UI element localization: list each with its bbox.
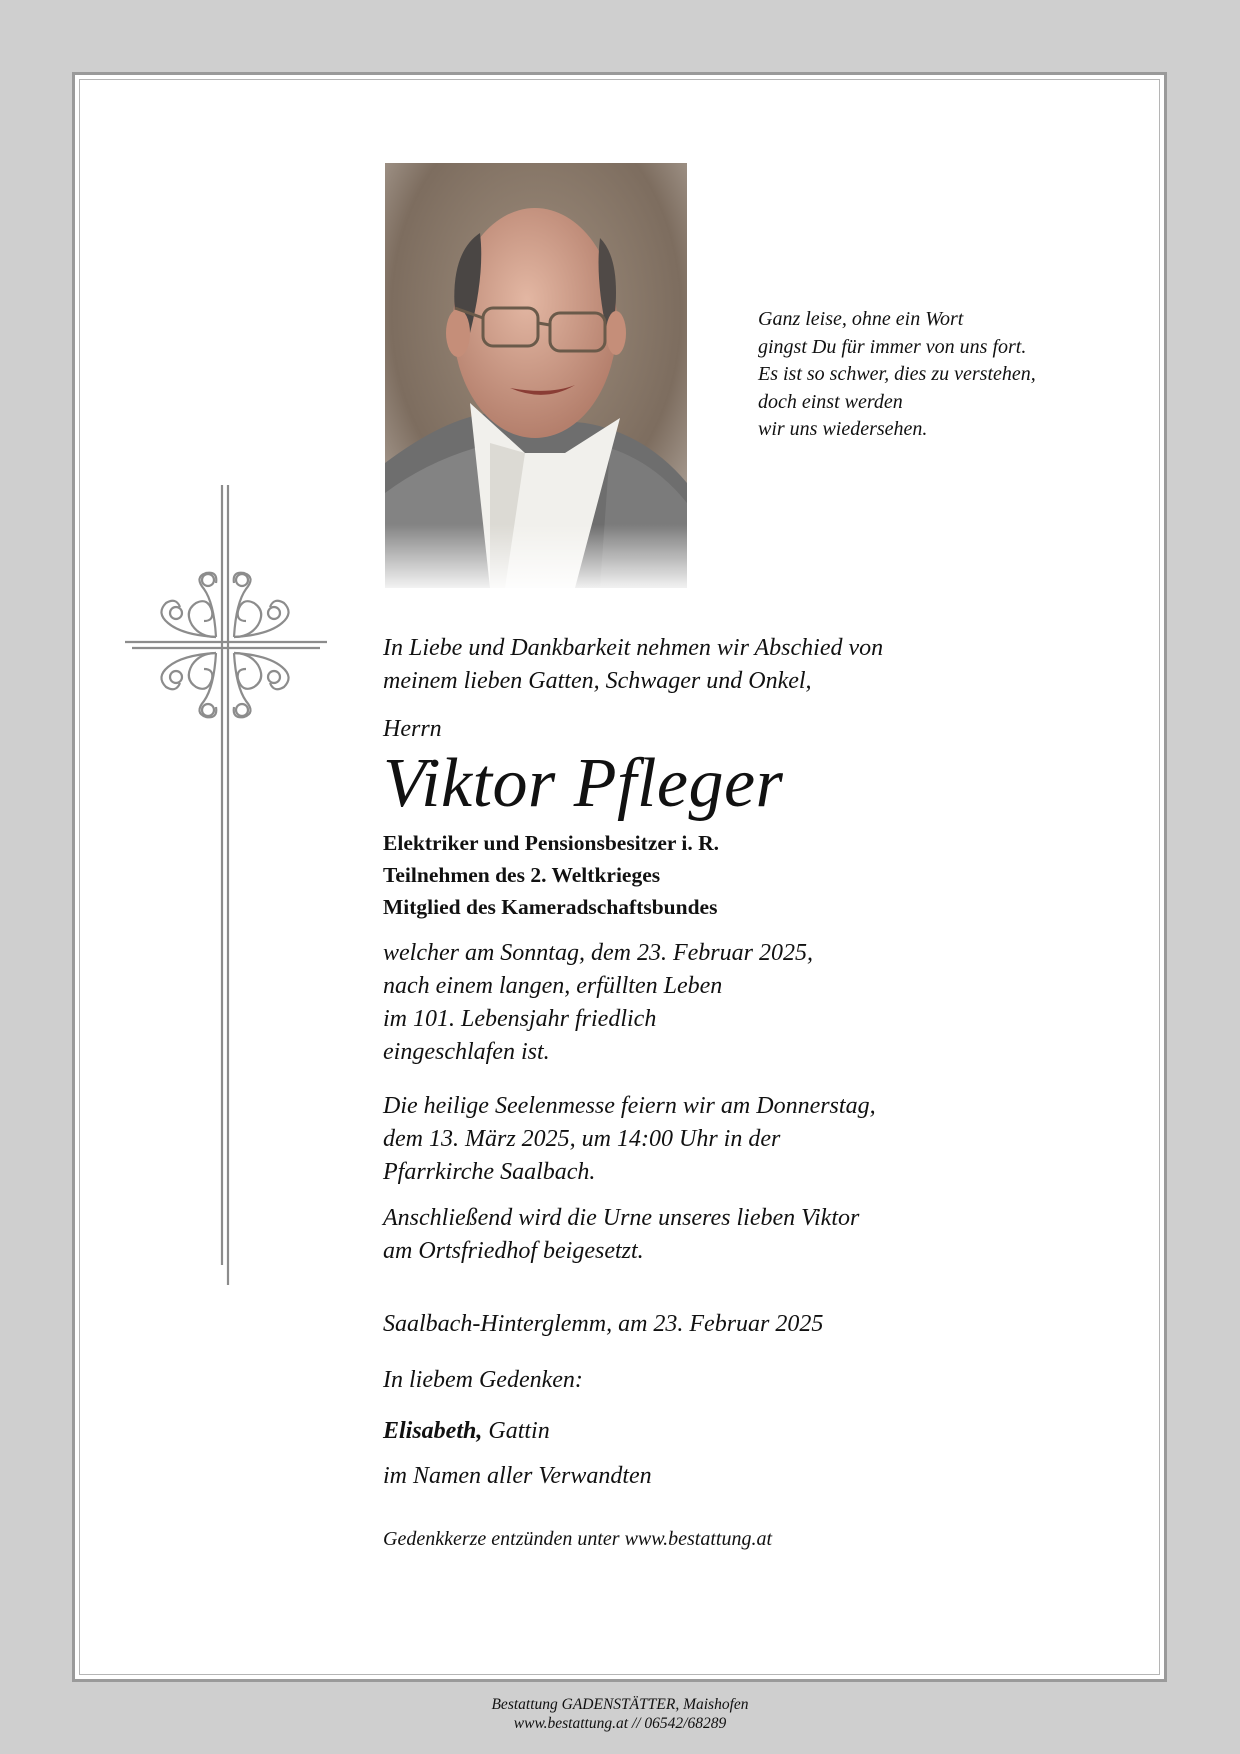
deceased-titles xyxy=(383,827,1103,923)
intro-line: meinem lieben Gatten, Schwager und Onkel, xyxy=(383,668,812,694)
deceased-name: Viktor Pfleger xyxy=(383,745,784,822)
intro xyxy=(383,632,1103,698)
mass-line: dem 13. März 2025, um 14:00 Uhr in der xyxy=(383,1126,781,1152)
title-line: Elektriker und Pensionsbesitzer i. R. xyxy=(383,831,720,855)
salutation: Herrn xyxy=(383,716,442,742)
burial-paragraph xyxy=(383,1202,1103,1268)
mass-paragraph xyxy=(383,1090,1103,1189)
family-note: im Namen aller Verwandten xyxy=(383,1463,652,1489)
death-line: eingeschlafen ist. xyxy=(383,1039,550,1065)
death-line: welcher am Sonntag, dem 23. Februar 2025, xyxy=(383,940,813,966)
death-line: im 101. Lebensjahr friedlich xyxy=(383,1006,657,1032)
mass-line: Pfarrkirche Saalbach. xyxy=(383,1159,596,1185)
footer-contact: www.bestattung.at // 06542/68289 xyxy=(513,1715,727,1732)
signer-relation: Gattin xyxy=(488,1418,550,1444)
burial-line: Anschließend wird die Urne unseres lieben Viktor xyxy=(383,1205,860,1231)
poem-line: doch einst werden xyxy=(758,390,903,413)
poem-line: Ganz leise, ohne ein Wort xyxy=(758,308,964,330)
burial-line: am Ortsfriedhof beigesetzt. xyxy=(383,1238,644,1264)
poem-line: wir uns wiedersehen. xyxy=(758,418,928,440)
funeral-home-footer xyxy=(0,1695,1240,1733)
poem-line: gingst Du für immer von uns fort. xyxy=(758,335,1027,358)
intro-line: In Liebe und Dankbarkeit nehmen wir Abschied von xyxy=(383,635,884,661)
signer xyxy=(383,1415,1103,1448)
place-date: Saalbach-Hinterglemm, am 23. Februar 2025 xyxy=(383,1311,824,1337)
poem-line: Es ist so schwer, dies zu verstehen, xyxy=(758,363,1036,385)
portrait-photo xyxy=(385,163,687,588)
footer-company: Bestattung GADENSTÄTTER, Maishofen xyxy=(491,1696,749,1713)
death-paragraph xyxy=(383,937,1103,1069)
mass-line: Die heilige Seelenmesse feiern wir am Donnerstag, xyxy=(383,1093,876,1119)
obituary-text xyxy=(383,632,1103,1553)
death-line: nach einem langen, erfüllten Leben xyxy=(383,973,723,999)
poem xyxy=(758,306,1036,444)
memorial-candle-note: Gedenkkerze entzünden unter www.bestattung.at xyxy=(383,1528,773,1550)
title-line: Mitglied des Kameradschaftsbundes xyxy=(383,895,718,919)
ornamental-cross-icon xyxy=(120,485,332,1290)
memory-heading: In liebem Gedenken: xyxy=(383,1367,583,1393)
signer-name: Elisabeth, xyxy=(383,1418,483,1444)
title-line: Teilnehmen des 2. Weltkrieges xyxy=(383,863,661,887)
